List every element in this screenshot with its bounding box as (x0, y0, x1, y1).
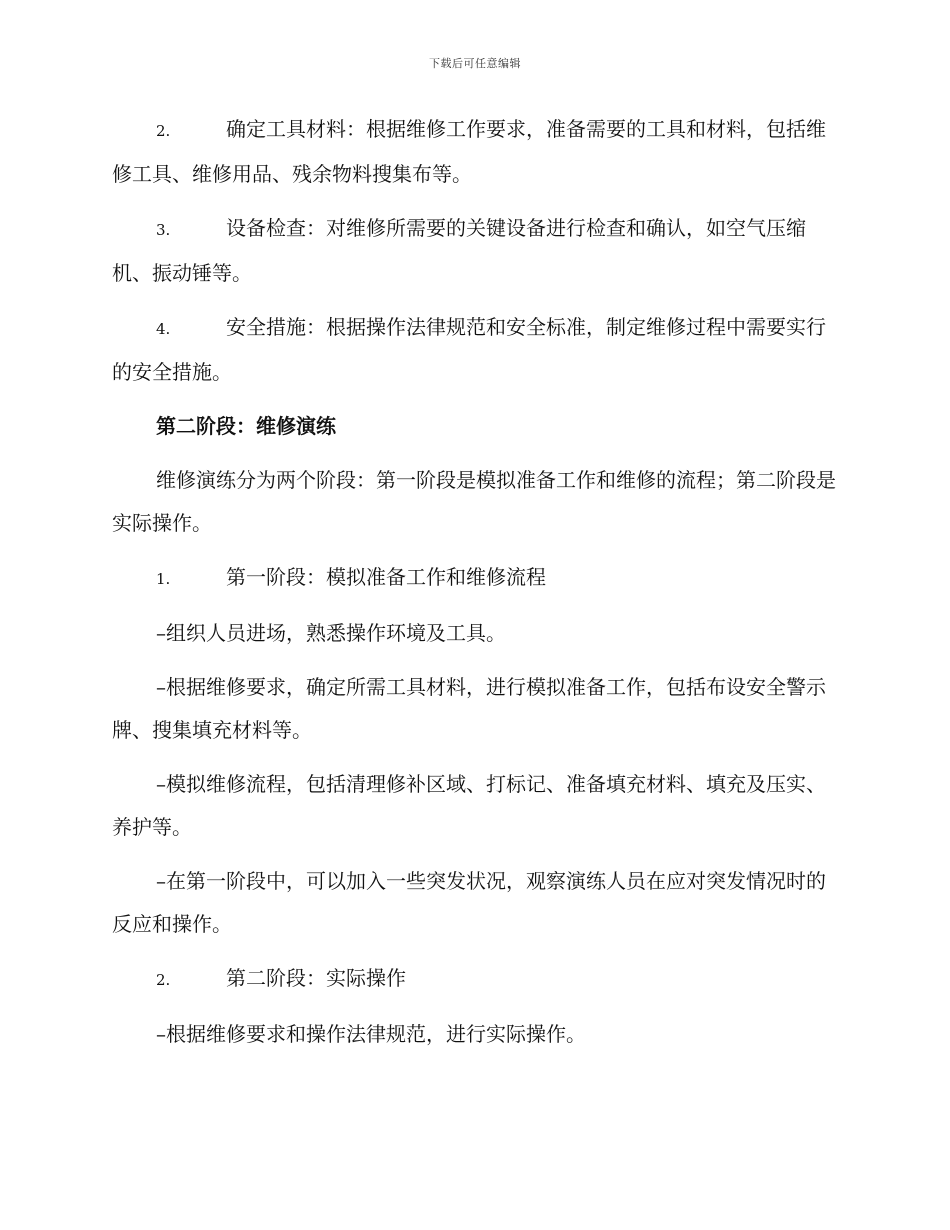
item-number: 2. (156, 122, 171, 140)
bullet-paragraph: –模拟维修流程，包括清理修补区域、打标记、准备填充材料、填充及压实、养护等。 (112, 772, 826, 839)
item-text: 确定工具材料：根据维修工作要求，准备需要的工具和材料，包括维修工具、维修用品、残余物料搜集布等。 (112, 117, 826, 186)
bullet-paragraph: –根据维修要求，确定所需工具材料，进行模拟准备工作，包括布设安全警示牌、搜集填充材料等。 (112, 675, 826, 742)
bullet-paragraph: –组织人员进场，熟悉操作环境及工具。 (156, 621, 506, 645)
bullet-paragraph: –根据维修要求和操作法律规范，进行实际操作。 (156, 1022, 586, 1046)
bullet-paragraph: –在第一阶段中，可以加入一些突发状况，观察演练人员在应对突发情况时的反应和操作。 (112, 869, 826, 936)
stage-title: 第一阶段：模拟准备工作和维修流程 (226, 565, 546, 589)
section-heading: 第二阶段：维修演练 (156, 414, 336, 438)
stage-heading (112, 556, 836, 601)
stage-heading (112, 957, 836, 1002)
intro-paragraph: 维修演练分为两个阶段：第一阶段是模拟准备工作和维修的流程；第二阶段是实际操作。 (112, 468, 836, 535)
stage-number: 1. (156, 570, 171, 588)
item-text: 安全措施：根据操作法律规范和安全标准，制定维修过程中需要实行的安全措施。 (112, 315, 826, 384)
page-header: 下载后可任意编辑 (429, 57, 521, 70)
item-number: 3. (156, 221, 171, 239)
stage-title: 第二阶段：实际操作 (226, 966, 406, 990)
numbered-item (112, 108, 836, 196)
numbered-item (112, 207, 836, 295)
numbered-item (112, 306, 836, 394)
stage-number: 2. (156, 971, 171, 989)
document-body (112, 108, 836, 1067)
item-text: 设备检查：对维修所需要的关键设备进行检查和确认，如空气压缩机、振动锤等。 (112, 216, 806, 285)
item-number: 4. (156, 320, 171, 338)
